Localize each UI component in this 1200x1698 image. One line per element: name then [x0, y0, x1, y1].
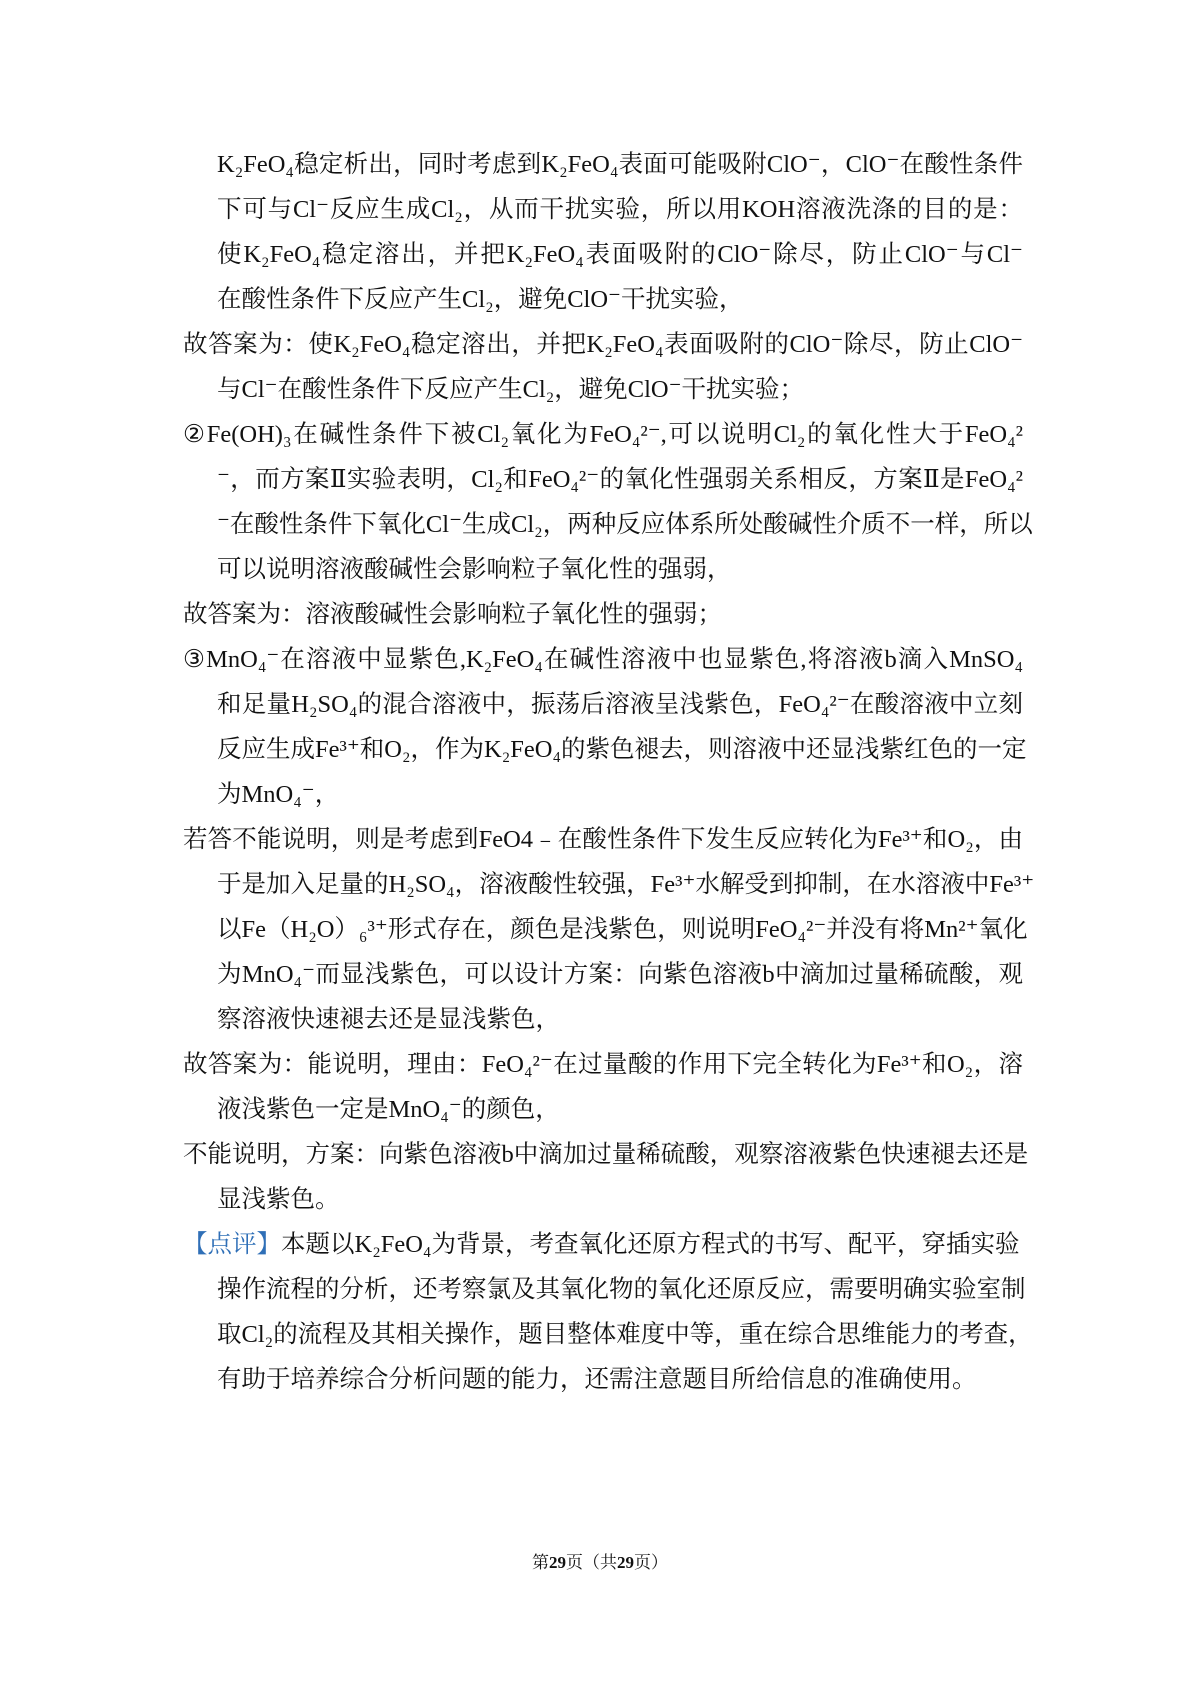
- text-line: 不能说明，方案：向紫色溶液b中滴加过量稀硫酸，观察溶液紫色快速褪去还是: [183, 1141, 1029, 1168]
- text-line: 与Cl⁻在酸性条件下反应产生Cl₂，避免ClO⁻干扰实验；: [217, 376, 805, 403]
- text-line: 为MnO₄⁻，: [217, 781, 340, 808]
- text-line: ②Fe(OH)₃在碱性条件下被Cl₂氧化为FeO₄²⁻,可以说明Cl₂的氧化性大于FeO₄²: [183, 421, 1023, 448]
- total-page-number: 29: [617, 1553, 634, 1572]
- text-line: ③MnO₄⁻在溶液中显紫色,K₂FeO₄在碱性溶液中也显紫色,将溶液b滴入MnSO₄: [183, 646, 1023, 673]
- text-line: 和足量H₂SO₄的混合溶液中，振荡后溶液呈浅紫色，FeO₄²⁻在酸溶液中立刻: [217, 691, 1023, 718]
- text-line: 为MnO₄⁻而显浅紫色，可以设计方案：向紫色溶液b中滴加过量稀硫酸，观: [217, 961, 1023, 988]
- text-line: 显浅紫色。: [217, 1186, 340, 1213]
- text-line: 可以说明溶液酸碱性会影响粒子氧化性的强弱，: [217, 556, 732, 583]
- text-line: 于是加入足量的H₂SO₄，溶液酸性较强，Fe³⁺水解受到抑制，在水溶液中Fe³⁺: [217, 871, 1035, 898]
- text-line: 液浅紫色一定是MnO₄⁻的颜色，: [217, 1096, 560, 1123]
- footer-suffix: 页）: [634, 1553, 668, 1572]
- text-line: 使K₂FeO₄稳定溶出，并把K₂FeO₄表面吸附的ClO⁻除尽，防止ClO⁻与Cl⁻: [217, 241, 1023, 268]
- text-line: K₂FeO₄稳定析出，同时考虑到K₂FeO₄表面可能吸附ClO⁻，ClO⁻在酸性条件: [217, 151, 1023, 178]
- comment-line: [183, 1228, 1023, 1262]
- footer-middle: 页（共: [566, 1553, 617, 1572]
- text-line: 本题以K₂FeO₄为背景，考查氧化还原方程式的书写、配平，穿插实验: [281, 1231, 1020, 1258]
- text-line: 反应生成Fe³⁺和O₂，作为K₂FeO₄的紫色褪去，则溶液中还显浅紫红色的一定: [217, 736, 1027, 763]
- text-line: 取Cl₂的流程及其相关操作，题目整体难度中等，重在综合思维能力的考查，: [217, 1321, 1033, 1348]
- comment-label: 【点评】: [183, 1231, 281, 1258]
- text-line: 在酸性条件下反应产生Cl₂，避免ClO⁻干扰实验，: [217, 286, 744, 313]
- page-footer: [0, 1551, 1200, 1575]
- footer-prefix: 第: [532, 1553, 549, 1572]
- text-line: ⁻在酸性条件下氧化Cl⁻生成Cl₂，两种反应体系所处酸碱性介质不一样，所以: [217, 511, 1033, 538]
- text-line: 有助于培养综合分析问题的能力，还需注意题目所给信息的准确使用。: [217, 1366, 977, 1393]
- text-line: 下可与Cl⁻反应生成Cl₂，从而干扰实验，所以用KOH溶液洗涤的目的是：: [217, 196, 1023, 223]
- text-line: 若答不能说明，则是考虑到FeO4﹣在酸性条件下发生反应转化为Fe³⁺和O₂，由: [183, 826, 1023, 853]
- text-line: 故答案为：使K₂FeO₄稳定溶出，并把K₂FeO₄表面吸附的ClO⁻除尽，防止ClO⁻: [183, 331, 1023, 358]
- current-page-number: 29: [549, 1553, 566, 1572]
- text-line: 故答案为：能说明，理由：FeO₄²⁻在过量酸的作用下完全转化为Fe³⁺和O₂，溶: [183, 1051, 1023, 1078]
- text-line: 以Fe（H₂O）₆³⁺形式存在，颜色是浅紫色，则说明FeO₄²⁻并没有将Mn²⁺氧化: [217, 916, 1028, 943]
- text-line: 察溶液快速褪去还是显浅紫色，: [217, 1006, 560, 1033]
- text-line: ⁻，而方案Ⅱ实验表明，Cl₂和FeO₄²⁻的氧化性强弱关系相反，方案Ⅱ是FeO₄²: [217, 466, 1023, 493]
- text-line: 操作流程的分析，还考察氯及其氧化物的氧化还原反应，需要明确实验室制: [217, 1276, 1026, 1303]
- text-line: 故答案为：溶液酸碱性会影响粒子氧化性的强弱；: [183, 601, 722, 628]
